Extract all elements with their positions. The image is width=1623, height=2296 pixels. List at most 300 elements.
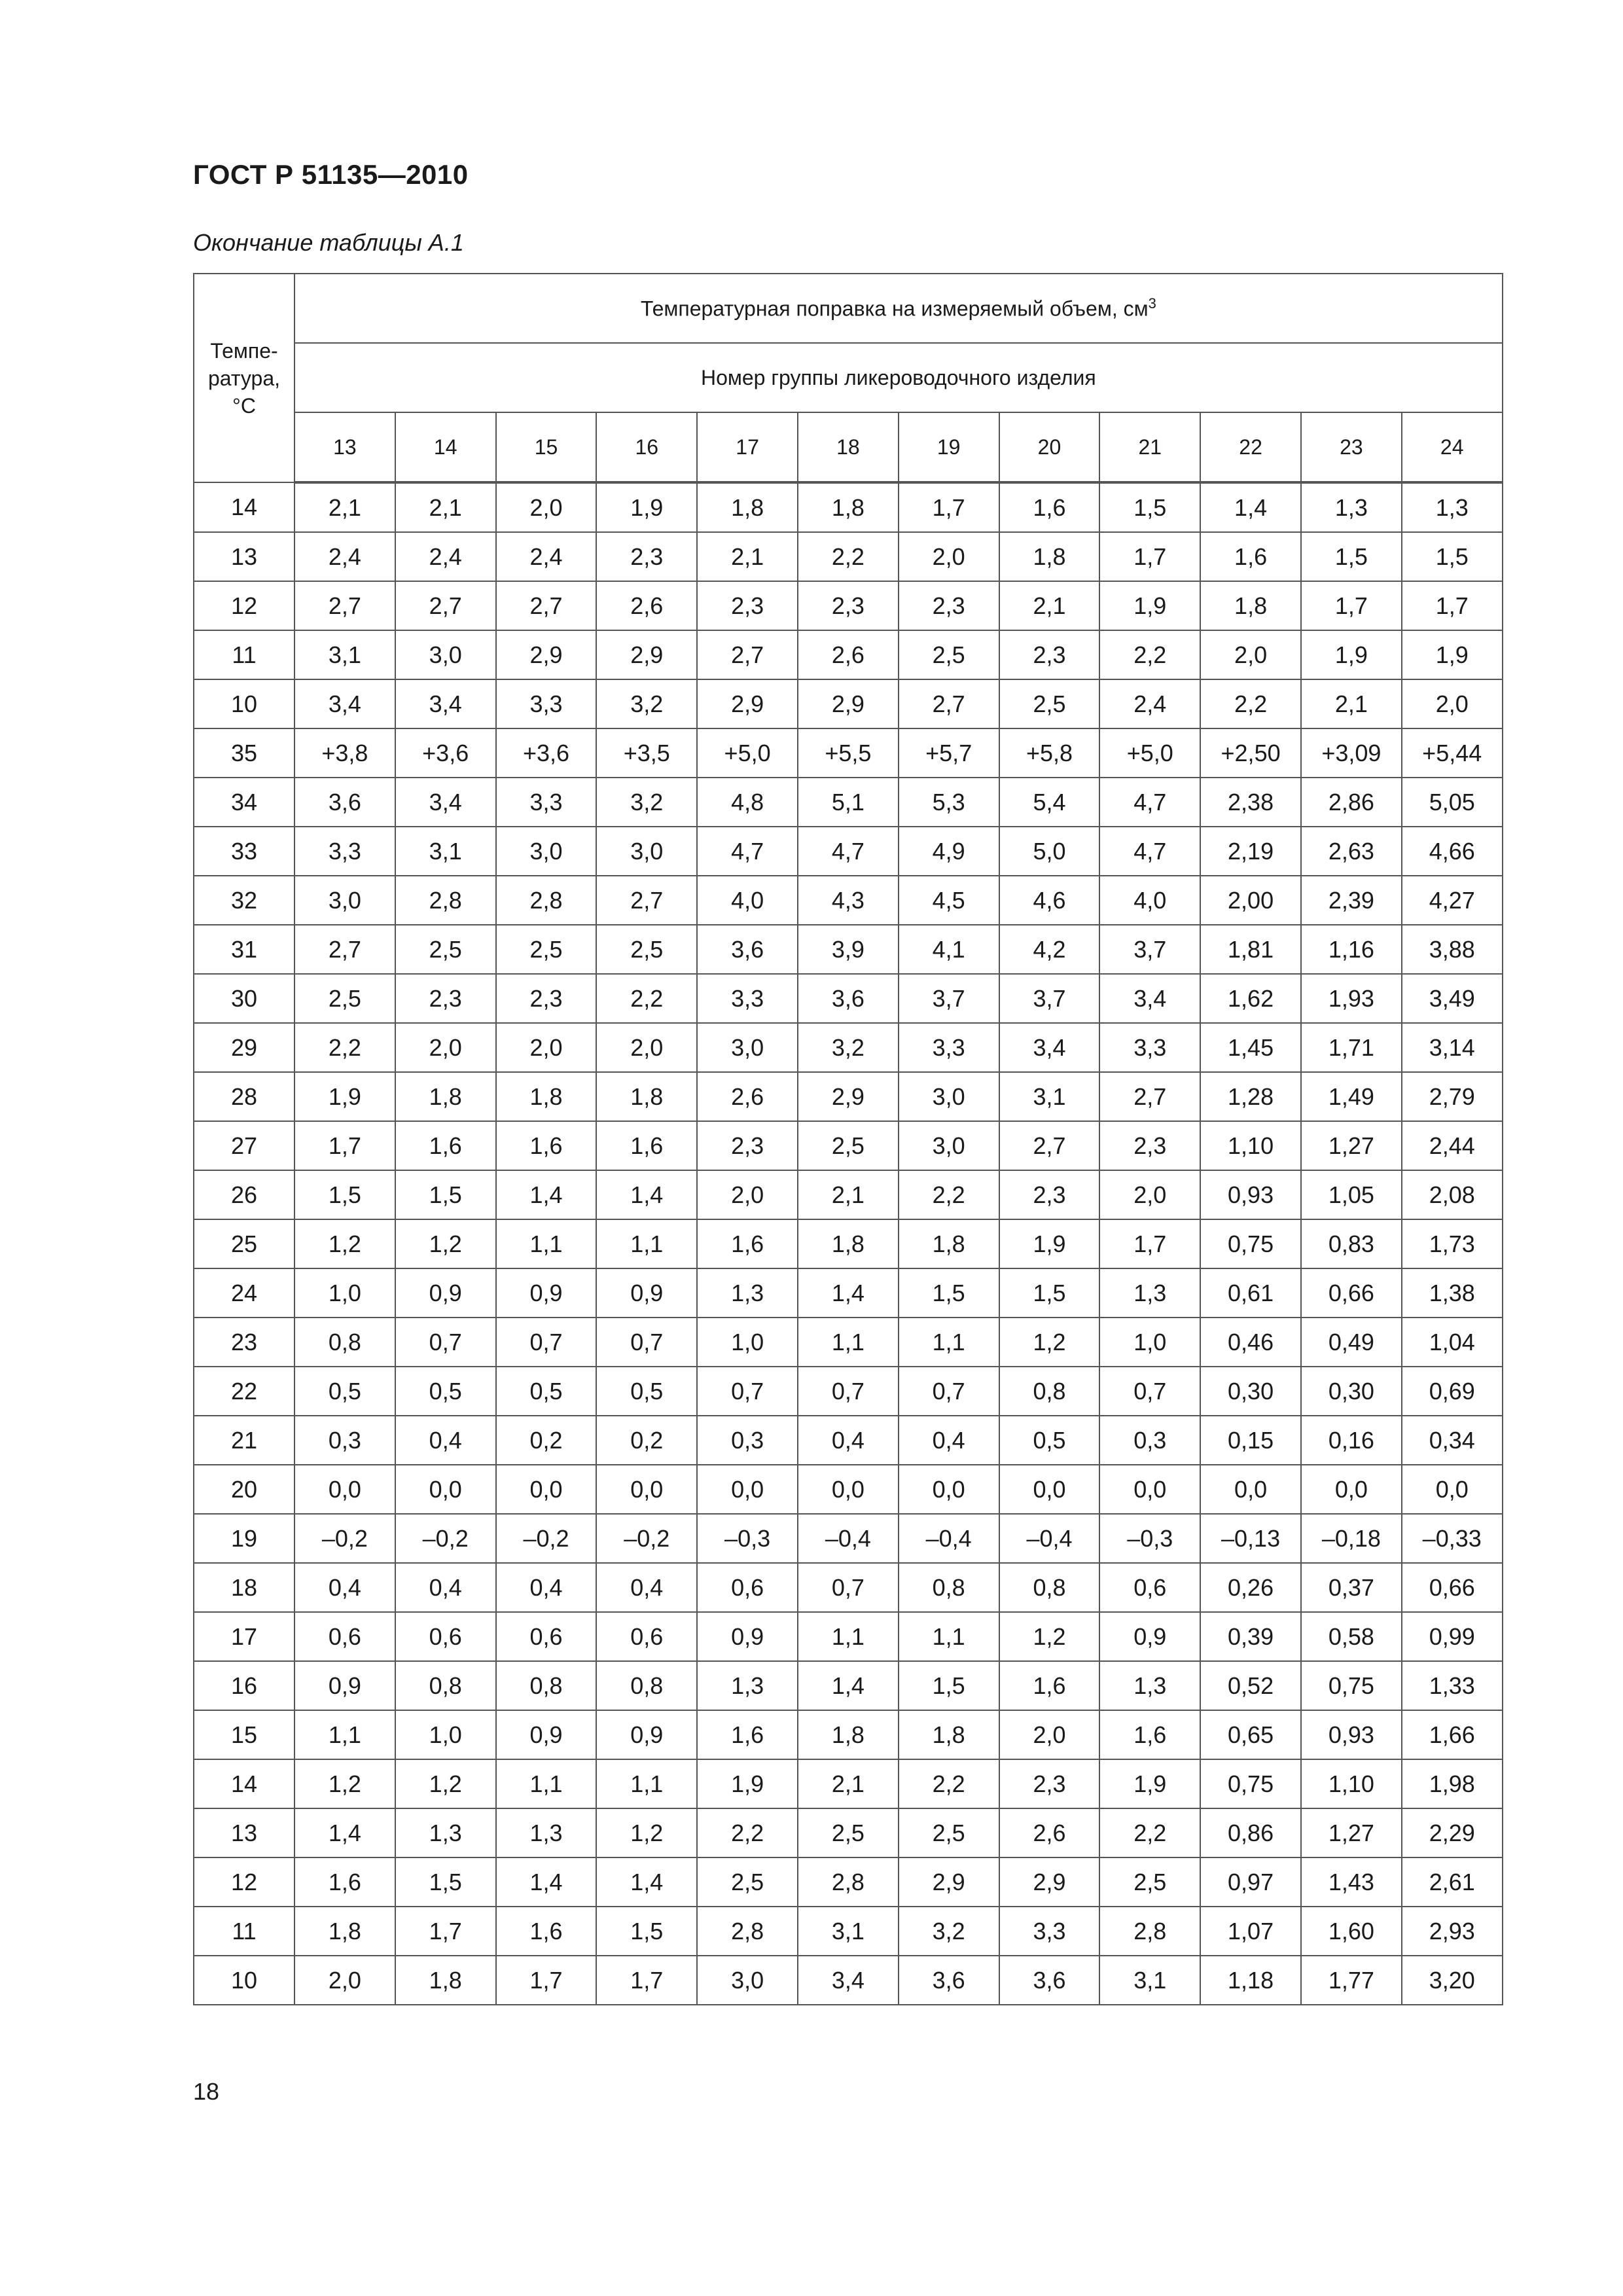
correction-value-cell: 2,6 [798,630,899,679]
correction-value-cell: 3,6 [697,925,798,974]
correction-value-cell: 1,0 [697,1318,798,1367]
correction-value-cell: 2,3 [496,974,597,1023]
correction-value-cell: 0,34 [1402,1416,1503,1465]
correction-value-cell: 1,5 [1402,532,1503,581]
correction-value-cell: 3,20 [1402,1956,1503,2005]
correction-value-cell: +3,09 [1301,728,1402,778]
correction-value-cell: 0,93 [1301,1710,1402,1759]
group-number-header: 24 [1402,412,1503,482]
correction-value-cell: 1,6 [596,1121,697,1170]
correction-value-cell: 0,7 [798,1367,899,1416]
temperature-cell: 30 [194,974,294,1023]
temperature-header-line-2: ратура, [207,366,281,390]
document-header: ГОСТ Р 51135—2010 [193,159,469,190]
correction-value-cell: 0,4 [395,1416,496,1465]
correction-value-cell: –0,4 [899,1514,999,1563]
correction-value-cell: 0,93 [1200,1170,1301,1219]
correction-value-cell: 1,8 [899,1710,999,1759]
correction-value-cell: 3,7 [899,974,999,1023]
correction-value-cell: 1,8 [395,1072,496,1121]
correction-header-unit-exponent: 3 [1148,295,1156,312]
table-row [194,679,1503,728]
correction-value-cell: 4,7 [697,827,798,876]
table-row [194,1808,1503,1857]
correction-value-cell: 1,5 [899,1661,999,1710]
correction-value-cell: 1,2 [999,1318,1100,1367]
correction-value-cell: 4,66 [1402,827,1503,876]
correction-value-cell: 2,2 [1099,630,1200,679]
correction-value-cell: 1,04 [1402,1318,1503,1367]
correction-value-cell: 2,9 [798,679,899,728]
correction-value-cell: 0,4 [899,1416,999,1465]
correction-value-cell: 1,49 [1301,1072,1402,1121]
correction-value-cell: 3,3 [1099,1023,1200,1072]
correction-value-cell: 2,5 [899,1808,999,1857]
correction-value-cell: 1,71 [1301,1023,1402,1072]
correction-value-cell: 3,3 [294,827,395,876]
correction-value-cell: +3,6 [496,728,597,778]
correction-value-cell: 0,8 [596,1661,697,1710]
correction-value-cell: 1,8 [798,1219,899,1268]
correction-value-cell: 1,5 [395,1857,496,1907]
correction-value-cell: 1,7 [496,1956,597,2005]
correction-value-cell: 1,7 [1301,581,1402,630]
correction-value-cell: 0,4 [294,1563,395,1612]
correction-value-cell: 0,5 [496,1367,597,1416]
correction-value-cell: 3,2 [899,1907,999,1956]
correction-value-cell: 3,2 [596,679,697,728]
correction-value-cell: 1,3 [1099,1268,1200,1318]
correction-value-cell: 3,1 [1099,1956,1200,2005]
correction-value-cell: 5,05 [1402,778,1503,827]
correction-value-cell: +3,6 [395,728,496,778]
correction-value-cell: +5,0 [697,728,798,778]
correction-value-cell: 3,1 [294,630,395,679]
table-row [194,1465,1503,1514]
temperature-cell: 14 [194,482,294,532]
table-row [194,1563,1503,1612]
temperature-cell: 33 [194,827,294,876]
correction-value-cell: 1,0 [294,1268,395,1318]
correction-value-cell: 2,2 [899,1759,999,1808]
group-number-header: 18 [798,412,899,482]
correction-value-cell: 1,60 [1301,1907,1402,1956]
correction-value-cell: 2,4 [294,532,395,581]
temperature-cell: 23 [194,1318,294,1367]
temperature-cell: 13 [194,1808,294,1857]
correction-value-cell: 2,2 [697,1808,798,1857]
correction-value-cell: 1,7 [1099,532,1200,581]
correction-value-cell: 0,65 [1200,1710,1301,1759]
correction-value-cell: 0,0 [697,1465,798,1514]
table-row [194,1121,1503,1170]
table-row [194,581,1503,630]
correction-value-cell: 2,7 [294,925,395,974]
correction-value-cell: 1,9 [1402,630,1503,679]
correction-value-cell: 2,5 [1099,1857,1200,1907]
correction-value-cell: 4,2 [999,925,1100,974]
correction-value-cell: 1,8 [294,1907,395,1956]
temperature-cell: 28 [194,1072,294,1121]
correction-value-cell: 3,0 [697,1956,798,2005]
correction-value-cell: 1,7 [1402,581,1503,630]
correction-value-cell: 2,5 [798,1808,899,1857]
correction-value-cell: 0,5 [999,1416,1100,1465]
correction-value-cell: 2,6 [596,581,697,630]
correction-value-cell: 4,6 [999,876,1100,925]
correction-value-cell: 0,0 [1200,1465,1301,1514]
table-row [194,876,1503,925]
correction-value-cell: 3,88 [1402,925,1503,974]
correction-value-cell: 1,73 [1402,1219,1503,1268]
correction-value-cell: 0,7 [899,1367,999,1416]
correction-value-cell: 0,0 [1402,1465,1503,1514]
temperature-cell: 10 [194,1956,294,2005]
correction-value-cell: 2,0 [1200,630,1301,679]
correction-value-cell: 2,8 [798,1857,899,1907]
temperature-cell: 12 [194,581,294,630]
correction-value-cell: 1,8 [798,482,899,532]
correction-value-cell: 3,4 [395,778,496,827]
group-number-header: 22 [1200,412,1301,482]
correction-value-cell: 1,2 [395,1759,496,1808]
correction-value-cell: 2,1 [1301,679,1402,728]
correction-value-cell: 2,38 [1200,778,1301,827]
temperature-cell: 11 [194,1907,294,1956]
correction-value-cell: +5,8 [999,728,1100,778]
group-number-header: 20 [999,412,1100,482]
table-row [194,1759,1503,1808]
correction-value-cell: 2,1 [798,1759,899,1808]
correction-value-cell: 1,4 [596,1170,697,1219]
correction-value-cell: 3,0 [697,1023,798,1072]
table-row [194,1318,1503,1367]
correction-value-cell: 1,3 [1402,482,1503,532]
correction-value-cell: 0,5 [596,1367,697,1416]
correction-value-cell: 3,3 [697,974,798,1023]
correction-value-cell: 3,3 [496,778,597,827]
correction-value-cell: 2,3 [596,532,697,581]
correction-value-cell: 1,4 [1200,482,1301,532]
correction-value-cell: 5,4 [999,778,1100,827]
correction-value-cell: 1,9 [596,482,697,532]
correction-value-cell: –0,13 [1200,1514,1301,1563]
correction-value-cell: 2,44 [1402,1121,1503,1170]
correction-value-cell: 0,6 [294,1612,395,1661]
correction-value-cell: 4,27 [1402,876,1503,925]
correction-value-cell: 1,8 [1200,581,1301,630]
correction-value-cell: 2,0 [496,1023,597,1072]
correction-value-cell: 3,0 [294,876,395,925]
correction-value-cell: 0,52 [1200,1661,1301,1710]
correction-value-cell: 3,0 [596,827,697,876]
temperature-cell: 11 [194,630,294,679]
correction-value-cell: 0,3 [1099,1416,1200,1465]
correction-value-cell: 0,6 [596,1612,697,1661]
correction-value-cell: 1,6 [395,1121,496,1170]
correction-value-cell: 1,18 [1200,1956,1301,2005]
correction-value-cell: 2,9 [496,630,597,679]
correction-value-cell: 4,3 [798,876,899,925]
correction-value-cell: 1,3 [697,1661,798,1710]
correction-value-cell: 0,5 [395,1367,496,1416]
group-number-header: 14 [395,412,496,482]
correction-value-cell: 2,9 [697,679,798,728]
correction-value-cell: 0,61 [1200,1268,1301,1318]
correction-value-cell: 5,1 [798,778,899,827]
correction-value-cell: –0,18 [1301,1514,1402,1563]
correction-value-cell: 2,8 [496,876,597,925]
correction-value-cell: 1,7 [1099,1219,1200,1268]
group-number-row [194,412,1503,482]
correction-value-cell: 1,4 [294,1808,395,1857]
table-row [194,1661,1503,1710]
correction-value-cell: 2,3 [1099,1121,1200,1170]
correction-value-cell: 2,5 [294,974,395,1023]
table-row [194,482,1503,532]
correction-value-cell: 1,93 [1301,974,1402,1023]
correction-value-cell: 1,4 [596,1857,697,1907]
correction-value-cell: 2,63 [1301,827,1402,876]
correction-value-cell: 1,5 [596,1907,697,1956]
correction-value-cell: 0,7 [596,1318,697,1367]
correction-value-cell: 2,9 [596,630,697,679]
correction-value-cell: 2,4 [496,532,597,581]
correction-value-cell: 2,4 [395,532,496,581]
correction-value-cell: 2,9 [798,1072,899,1121]
correction-value-cell: 0,7 [395,1318,496,1367]
correction-value-cell: 2,2 [1099,1808,1200,1857]
correction-value-cell: 1,7 [899,482,999,532]
correction-value-cell: 2,00 [1200,876,1301,925]
correction-value-cell: 1,3 [496,1808,597,1857]
correction-value-cell: 2,0 [1099,1170,1200,1219]
correction-value-cell: 2,7 [899,679,999,728]
correction-header-text: Температурная поправка на измеряемый объем, см [640,296,1149,321]
correction-value-cell: 1,6 [1200,532,1301,581]
table-row [194,1023,1503,1072]
table-row [194,630,1503,679]
correction-value-cell: 1,8 [899,1219,999,1268]
correction-value-cell: 1,33 [1402,1661,1503,1710]
correction-value-cell: 4,7 [798,827,899,876]
correction-value-cell: 0,16 [1301,1416,1402,1465]
correction-value-cell: 1,5 [294,1170,395,1219]
correction-value-cell: 2,0 [999,1710,1100,1759]
correction-value-cell: 3,6 [798,974,899,1023]
correction-value-cell: –0,2 [496,1514,597,1563]
temperature-cell: 31 [194,925,294,974]
correction-value-cell: 3,49 [1402,974,1503,1023]
correction-value-cell: 1,2 [395,1219,496,1268]
correction-value-cell: 5,0 [999,827,1100,876]
correction-value-cell: 2,5 [395,925,496,974]
correction-value-cell: 1,9 [294,1072,395,1121]
correction-value-cell: +5,7 [899,728,999,778]
correction-value-cell: 3,4 [999,1023,1100,1072]
correction-value-cell: 2,4 [1099,679,1200,728]
temperature-column-header [194,274,294,482]
correction-value-cell: –0,4 [798,1514,899,1563]
correction-value-cell: 4,8 [697,778,798,827]
correction-value-cell: 1,6 [294,1857,395,1907]
correction-value-cell: 0,5 [294,1367,395,1416]
correction-value-cell: 1,62 [1200,974,1301,1023]
correction-value-cell: 3,7 [999,974,1100,1023]
correction-value-cell: 2,5 [596,925,697,974]
correction-value-cell: 0,75 [1200,1219,1301,1268]
correction-value-cell: 1,1 [798,1612,899,1661]
correction-value-cell: 1,3 [697,1268,798,1318]
table-row [194,778,1503,827]
correction-value-cell: 2,7 [1099,1072,1200,1121]
correction-value-cell: 1,6 [697,1219,798,1268]
correction-value-cell: 1,5 [999,1268,1100,1318]
correction-value-cell: 0,37 [1301,1563,1402,1612]
correction-value-cell: 4,1 [899,925,999,974]
correction-value-cell: 2,8 [697,1907,798,1956]
correction-value-cell: 0,6 [395,1612,496,1661]
correction-value-cell: 4,7 [1099,827,1200,876]
correction-value-cell: 2,08 [1402,1170,1503,1219]
correction-value-cell: 1,0 [1099,1318,1200,1367]
correction-value-cell: 1,9 [1099,1759,1200,1808]
correction-value-cell: 2,0 [1402,679,1503,728]
correction-value-cell: 0,9 [496,1268,597,1318]
correction-value-cell: 2,1 [395,482,496,532]
table-row [194,974,1503,1023]
correction-value-cell: 0,3 [294,1416,395,1465]
table-row [194,1170,1503,1219]
correction-value-cell: 3,14 [1402,1023,1503,1072]
group-number-header: 17 [697,412,798,482]
correction-value-cell: 0,8 [899,1563,999,1612]
correction-value-cell: 1,3 [1301,482,1402,532]
correction-value-cell: 0,8 [294,1318,395,1367]
correction-value-cell: 1,4 [798,1268,899,1318]
correction-value-cell: 1,38 [1402,1268,1503,1318]
correction-value-cell: 1,6 [999,482,1100,532]
correction-value-cell: 3,0 [899,1072,999,1121]
correction-value-cell: 4,0 [697,876,798,925]
temperature-cell: 32 [194,876,294,925]
temperature-cell: 15 [194,1710,294,1759]
correction-value-cell: 0,3 [697,1416,798,1465]
correction-value-cell: 1,8 [798,1710,899,1759]
correction-value-cell: 2,3 [999,1170,1100,1219]
correction-value-cell: 2,3 [697,581,798,630]
correction-value-cell: 0,9 [596,1268,697,1318]
correction-value-cell: 0,8 [999,1367,1100,1416]
correction-value-cell: 0,69 [1402,1367,1503,1416]
correction-value-cell: 3,0 [395,630,496,679]
temperature-cell: 13 [194,532,294,581]
correction-value-cell: 3,7 [1099,925,1200,974]
correction-value-cell: 1,2 [294,1219,395,1268]
correction-value-cell: 3,4 [395,679,496,728]
correction-value-cell: 0,6 [1099,1563,1200,1612]
correction-value-cell: –0,33 [1402,1514,1503,1563]
temperature-cell: 14 [194,1759,294,1808]
correction-value-cell: 2,1 [999,581,1100,630]
correction-value-cell: 2,8 [395,876,496,925]
temperature-cell: 19 [194,1514,294,1563]
correction-value-cell: 3,6 [999,1956,1100,2005]
correction-value-cell: 0,30 [1301,1367,1402,1416]
correction-value-cell: 1,1 [899,1318,999,1367]
correction-value-cell: 2,9 [999,1857,1100,1907]
correction-value-cell: –0,2 [294,1514,395,1563]
correction-value-cell: 0,9 [496,1710,597,1759]
correction-value-cell: 4,9 [899,827,999,876]
correction-value-cell: –0,3 [697,1514,798,1563]
correction-value-cell: 1,4 [798,1661,899,1710]
correction-value-cell: 0,0 [294,1465,395,1514]
correction-value-cell: 0,9 [1099,1612,1200,1661]
correction-value-cell: 1,10 [1200,1121,1301,1170]
correction-value-cell: 1,7 [596,1956,697,2005]
correction-value-cell: 0,4 [395,1563,496,1612]
correction-value-cell: 2,7 [395,581,496,630]
correction-value-cell: 0,46 [1200,1318,1301,1367]
correction-value-cell: 3,4 [294,679,395,728]
correction-value-cell: 2,7 [697,630,798,679]
correction-value-cell: 3,3 [496,679,597,728]
correction-value-cell: 1,6 [999,1661,1100,1710]
correction-value-cell: 1,9 [1301,630,1402,679]
group-number-header: 16 [596,412,697,482]
correction-value-cell: 1,1 [496,1219,597,1268]
correction-value-cell: 1,66 [1402,1710,1503,1759]
temperature-cell: 24 [194,1268,294,1318]
correction-value-cell: 2,2 [294,1023,395,1072]
correction-value-cell: 1,10 [1301,1759,1402,1808]
correction-value-cell: 0,75 [1301,1661,1402,1710]
correction-value-cell: 1,16 [1301,925,1402,974]
correction-value-cell: 3,2 [596,778,697,827]
temperature-cell: 17 [194,1612,294,1661]
correction-value-cell: 1,6 [496,1121,597,1170]
table-row [194,1268,1503,1318]
correction-value-cell: 2,0 [697,1170,798,1219]
correction-value-cell: 0,6 [697,1563,798,1612]
correction-value-cell: 1,1 [899,1612,999,1661]
table-row [194,1416,1503,1465]
temperature-cell: 35 [194,728,294,778]
correction-value-cell: 1,9 [999,1219,1100,1268]
correction-value-cell: +5,5 [798,728,899,778]
correction-value-cell: 0,9 [596,1710,697,1759]
correction-value-cell: 1,43 [1301,1857,1402,1907]
group-number-header: 21 [1099,412,1200,482]
correction-value-cell: 2,1 [798,1170,899,1219]
correction-value-cell: 2,3 [697,1121,798,1170]
temperature-cell: 12 [194,1857,294,1907]
correction-value-cell: 1,8 [999,532,1100,581]
correction-value-cell: 0,0 [798,1465,899,1514]
temperature-cell: 29 [194,1023,294,1072]
correction-value-cell: 2,5 [496,925,597,974]
correction-value-cell: 3,0 [496,827,597,876]
correction-value-cell: 1,8 [596,1072,697,1121]
correction-value-cell: 3,4 [1099,974,1200,1023]
correction-value-cell: 1,98 [1402,1759,1503,1808]
temperature-header-line-3: °С [232,393,256,418]
correction-value-cell: 1,7 [395,1907,496,1956]
correction-value-cell: 2,7 [496,581,597,630]
correction-value-cell: 1,3 [395,1808,496,1857]
correction-value-cell: 1,5 [899,1268,999,1318]
